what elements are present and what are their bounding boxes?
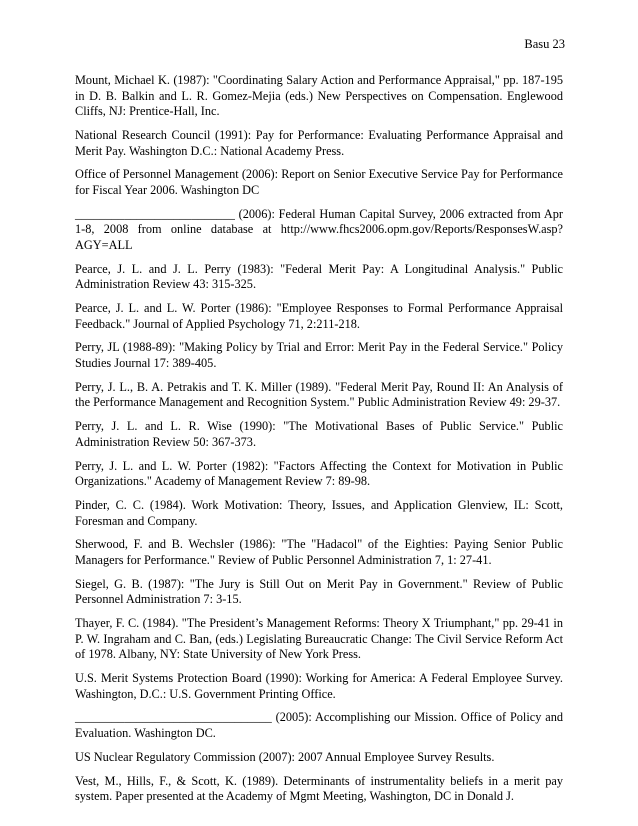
reference-entry-perry-wise-1990: Perry, J. L. and L. R. Wise (1990): "The Motivational Bases of Public Service." Public Administration Review 50: 367-373.: [75, 419, 563, 449]
reference-entry-perry-1988: Perry, JL (1988-89): "Making Policy by Trial and Error: Merit Pay in the Federal Service." Policy Studies Journal 17: 389-405.: [75, 340, 563, 371]
reference-entry-mspb-2005: ________________________________ (2005): Accomplishing our Mission. Office of Policy and Evaluation. Washington DC.: [75, 710, 563, 740]
reference-entry-national-research-council-1991: National Research Council (1991): Pay for Performance: Evaluating Performance Appraisal and Merit Pay. Washington D.C.: National Academy Press.: [75, 127, 563, 158]
reference-list: [75, 73, 563, 813]
reference-entry-vest-hills-scott-1989: Vest, M., Hills, F., & Scott, K. (1989). Determinants of instrumentality beliefs in a merit pay system. Paper presented at the Academy of Mgmt Meeting, Washington, DC in Donald J.: [75, 773, 563, 804]
reference-entry-perry-petrakis-miller-1989: Perry, J. L., B. A. Petrakis and T. K. Miller (1989). "Federal Merit Pay, Round II: An Analysis of the Performance Management and Recognition System." Public Administration Review 49: 29-37.: [75, 379, 563, 410]
reference-entry-opm-2006-fhcs: __________________________ (2006): Federal Human Capital Survey, 2006 extracted from Apr 1-8, 2008 from online database at http://www.fhcs2006.opm.gov/Reports/ResponsesW.asp?AGY=ALL: [75, 206, 563, 252]
reference-entry-pearce-perry-1983: Pearce, J. L. and J. L. Perry (1983): "Federal Merit Pay: A Longitudinal Analysis." Public Administration Review 43: 315-325.: [75, 261, 563, 292]
reference-entry-perry-porter-1982: Perry, J. L. and L. W. Porter (1982): "Factors Affecting the Context for Motivation in Public Organizations." Academy of Management Review 7: 89-98.: [75, 458, 563, 489]
reference-entry-pearce-porter-1986: Pearce, J. L. and L. W. Porter (1986): "Employee Responses to Formal Performance Appraisal Feedback." Journal of Applied Psychology 71, 2:211-218.: [75, 301, 563, 331]
reference-entry-mspb-1990: U.S. Merit Systems Protection Board (1990): Working for America: A Federal Employee Survey. Washington, D.C.: U.S. Government Printing Office.: [75, 671, 563, 701]
reference-entry-nrc-2007: US Nuclear Regulatory Commission (2007): 2007 Annual Employee Survey Results.: [75, 749, 495, 764]
reference-entry-opm-2006-ses-pay: Office of Personnel Management (2006): Report on Senior Executive Service Pay for Performance for Fiscal Year 2006. Washington DC: [75, 167, 563, 197]
reference-entry-pinder-1984: Pinder, C. C. (1984). Work Motivation: Theory, Issues, and Application Glenview, IL: Scott, Foresman and Company.: [75, 497, 563, 528]
reference-entry-mount-1987: Mount, Michael K. (1987): "Coordinating Salary Action and Performance Appraisal," pp. 187-195 in D. B. Balkin and L. R. Gomez-Mejia (eds.) New Perspectives on Compensation. Englewood Cliffs, NJ: Prentice-Hall, Inc.: [75, 73, 563, 119]
reference-entry-siegel-1987: Siegel, G. B. (1987): "The Jury is Still Out on Merit Pay in Government." Review of Public Personnel Administration 7: 3-15.: [75, 576, 563, 607]
reference-entry-thayer-1984: Thayer, F. C. (1984). "The President’s Management Reforms: Theory X Triumphant," pp. 29-41 in P. W. Ingraham and C. Ban, (eds.) Legislating Bureaucratic Change: The Civil Service Reform Act of 1978. Albany, NY: State University of New York Press.: [75, 616, 563, 662]
running-header-page-number: Basu 23: [524, 37, 565, 51]
reference-entry-sherwood-wechsler-1986: Sherwood, F. and B. Wechsler (1986): "The "Hadacol" of the Eighties: Paying Senior Public Managers for Performance." Review of Public Personnel Administration 7, 1: 27-41.: [75, 537, 563, 567]
